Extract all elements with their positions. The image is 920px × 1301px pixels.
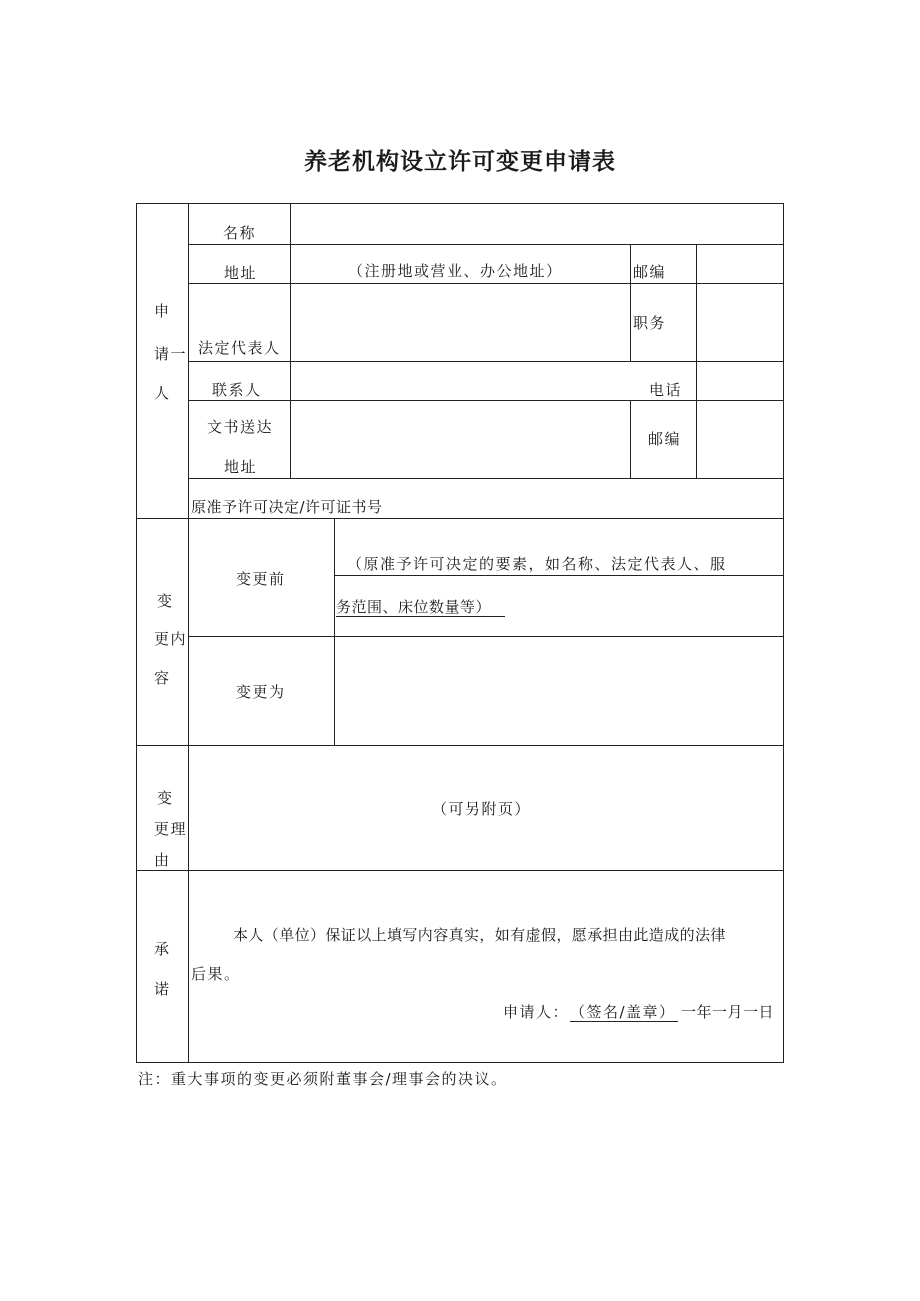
reason-section-label: 变 xyxy=(157,789,174,807)
phone-label: 电话 xyxy=(649,381,683,399)
col-divider xyxy=(290,203,291,478)
service-address-label: 地址 xyxy=(224,458,258,476)
table-border-left xyxy=(136,203,137,1063)
name-label: 名称 xyxy=(223,224,257,242)
pledge-text: 后果。 xyxy=(191,965,241,983)
row-divider xyxy=(188,636,784,637)
reason-hint: （可另附页） xyxy=(432,800,532,818)
footnote: 注：重大事项的变更必须附董事会/理事会的决议。 xyxy=(138,1070,508,1088)
col-divider xyxy=(696,361,697,400)
postcode-label: 邮编 xyxy=(633,263,667,281)
contact-field[interactable] xyxy=(292,363,629,399)
pledge-section-label: 诺 xyxy=(154,980,171,998)
change-section-label: 更内 xyxy=(154,630,188,648)
col-divider xyxy=(696,244,697,361)
original-permit-field[interactable] xyxy=(404,480,782,517)
section-divider-reason xyxy=(136,745,784,746)
contact-label: 联系人 xyxy=(212,381,262,399)
signature-underline xyxy=(570,1021,678,1022)
position-field[interactable] xyxy=(698,285,782,360)
address-hint: （注册地或营业、办公地址） xyxy=(348,262,563,280)
applicant-section-label: 人 xyxy=(154,384,171,402)
signature-date[interactable]: 一年一月一日 xyxy=(681,1003,775,1021)
applicant-signature-label: 申请人： xyxy=(503,1003,570,1021)
service-postcode-field[interactable] xyxy=(698,402,782,477)
position-label: 职务 xyxy=(633,314,667,332)
service-address-label: 文书送达 xyxy=(207,418,274,436)
before-change-field[interactable] xyxy=(336,520,782,635)
reason-section-label: 由 xyxy=(154,851,171,869)
change-section-label: 变 xyxy=(157,592,174,610)
legal-rep-label: 法定代表人 xyxy=(198,339,281,357)
row-divider xyxy=(188,361,784,362)
section-divider-pledge xyxy=(136,870,784,871)
applicant-section-label: 申 xyxy=(154,302,171,320)
row-divider xyxy=(188,478,784,479)
row-divider xyxy=(188,400,784,401)
reason-field[interactable] xyxy=(190,747,782,869)
col-divider xyxy=(630,400,631,478)
col-divider xyxy=(334,518,335,745)
table-border-top xyxy=(136,203,784,204)
change-section-label: 容 xyxy=(154,669,171,687)
before-change-label: 变更前 xyxy=(236,570,286,588)
after-change-field[interactable] xyxy=(336,638,782,744)
pledge-text: 本人（单位）保证以上填写内容真实，如有虚假，愿承担由此造成的法律 xyxy=(233,926,726,944)
label-column-divider xyxy=(188,203,189,1063)
pledge-section-label: 承 xyxy=(154,940,171,958)
col-divider xyxy=(630,244,631,361)
service-address-field[interactable] xyxy=(292,402,629,477)
form-title: 养老机构设立许可变更申请表 xyxy=(304,149,616,175)
col-divider xyxy=(696,400,697,478)
table-border-bottom xyxy=(136,1062,784,1063)
table-border-right xyxy=(783,203,784,1063)
after-change-label: 变更为 xyxy=(236,683,286,701)
phone-field[interactable] xyxy=(698,363,782,399)
legal-rep-field[interactable] xyxy=(292,285,629,360)
service-postcode-label: 邮编 xyxy=(648,430,682,448)
original-permit-label: 原准予许可决定/许可证书号 xyxy=(191,498,383,516)
address-label: 地址 xyxy=(224,264,258,282)
postcode-field[interactable] xyxy=(698,246,782,282)
before-change-hint: （原准予许可决定的要素，如名称、法定代表人、服 xyxy=(347,555,727,573)
applicant-section-label: 请一 xyxy=(154,345,188,363)
reason-section-label: 更理 xyxy=(154,820,188,838)
row-divider xyxy=(188,283,784,284)
row-divider xyxy=(188,244,784,245)
before-change-hint: 务范围、床位数量等） xyxy=(336,598,492,616)
name-field[interactable] xyxy=(292,205,782,243)
signature-field[interactable]: （签名/盖章） xyxy=(570,1003,676,1021)
address-field[interactable] xyxy=(292,246,629,282)
section-divider-change xyxy=(136,518,784,519)
